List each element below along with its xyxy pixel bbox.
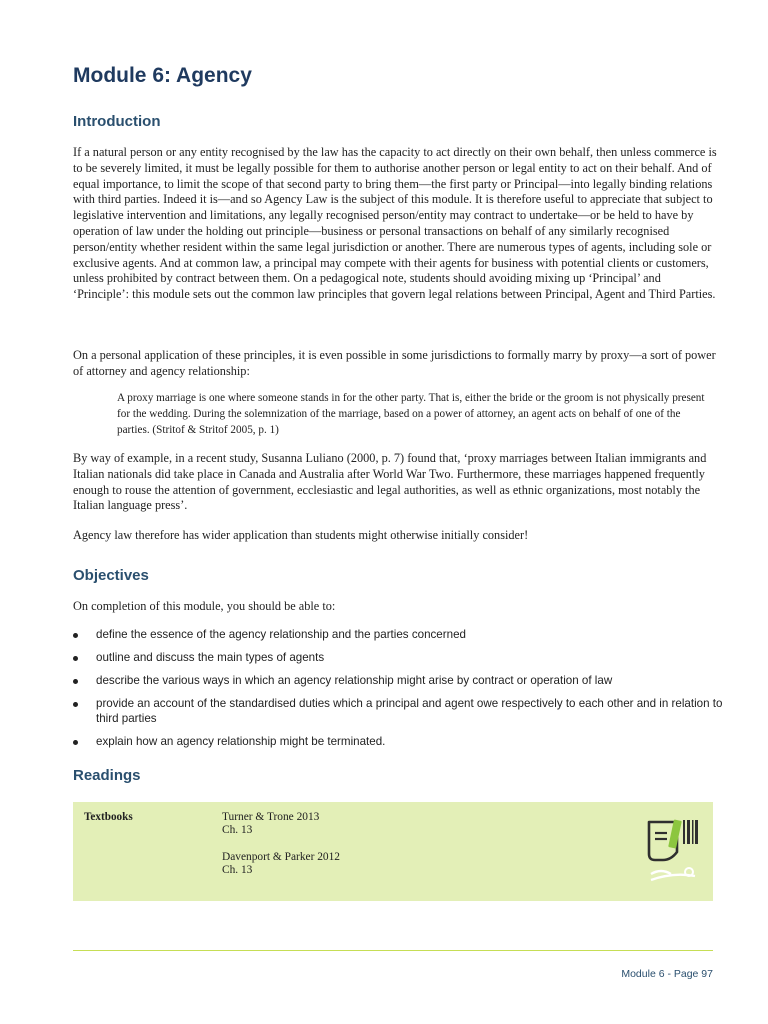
reading-chapter: Ch. 13 xyxy=(222,864,253,876)
objective-text: explain how an agency relationship might be terminated. xyxy=(96,734,386,748)
block-quote: A proxy marriage is one where someone stands in for the other party. That is, either the bride or the groom is not physically present for the wedding. During the solemnization of the marriage, based on a power of attorney, an agent acts on behalf of one of the parties. (Stritof & Stritof 2005, p. 1) xyxy=(117,392,705,436)
intro-paragraph-4: Agency law therefore has wider application than students might otherwise initially consider! xyxy=(73,528,529,542)
reading-title: Turner & Trone 2013 xyxy=(222,811,320,823)
objective-text: describe the various ways in which an agency relationship might arise by contract or operation of law xyxy=(96,674,613,687)
list-item xyxy=(73,674,723,689)
introduction-heading: Introduction xyxy=(73,113,161,130)
objective-text: provide an account of the standardised duties which a principal and agent owe respectively to each other and in relation to third parties xyxy=(96,697,723,725)
bullet-icon xyxy=(73,656,78,661)
reading-chapter: Ch. 13 xyxy=(222,824,253,836)
readings-heading: Readings xyxy=(73,767,141,784)
reading-entry xyxy=(222,851,340,877)
bullet-icon xyxy=(73,740,78,745)
intro-paragraph-2: On a personal application of these principles, it is even possible in some jurisdictions to formally marry by proxy—a sort of power of attorney and agency relationship: xyxy=(73,348,716,378)
objective-text: define the essence of the agency relationship and the parties concerned xyxy=(96,628,466,641)
textbooks-label: Textbooks xyxy=(84,811,133,823)
intro-paragraph-1: If a natural person or any entity recognised by the law has the capacity to act directly on their own behalf, then unless commerce is to be severely limited, it must be legally possible for them to authorise another person or legal entity to act on their behalf. And of equal importance, to limit the scope of that second party to bring them—the first party or Principal—into legally binding relations with third parties. Indeed it is—and so Agency Law is the subject of this module. It is therefore useful to appreciate that subject to legislative intervention and limitations, any legally recognised person/entity may contract to undertake—or be held to have by operation of law under the holding out principle—business or personal transactions on behalf of any similarly recognised person/entity whether resident within the same legal jurisdiction or another. There are numerous types of agents, including sole or exclusive agents. And at common law, a principal may compete with their agents for business with potential clients or customers, unless prohibited by contract between them. On a pedagogical note, students should avoiding mixing up ‘Principal’ and ‘Principle’: this module sets out the common law principles that govern legal relations between Principal, Agent and Third Parties. xyxy=(73,145,717,302)
page-number: Module 6 - Page 97 xyxy=(621,968,713,980)
list-item xyxy=(73,651,723,666)
reading-title: Davenport & Parker 2012 xyxy=(222,851,340,863)
objectives-list xyxy=(73,628,723,758)
objectives-heading: Objectives xyxy=(73,567,149,584)
bullet-icon xyxy=(73,633,78,638)
bullet-icon xyxy=(73,679,78,684)
readings-box xyxy=(73,802,713,901)
bullet-icon xyxy=(73,702,78,707)
objectives-intro: On completion of this module, you should be able to: xyxy=(73,599,336,613)
list-item xyxy=(73,735,723,750)
page-title: Module 6: Agency xyxy=(73,64,252,87)
objective-text: outline and discuss the main types of agents xyxy=(96,651,325,664)
list-item xyxy=(73,697,723,726)
reading-entry xyxy=(222,811,319,837)
textbook-icon xyxy=(645,816,701,886)
footer-divider xyxy=(73,950,713,951)
list-item xyxy=(73,628,723,643)
intro-paragraph-3: By way of example, in a recent study, Susanna Luliano (2000, p. 7) found that, ‘proxy marriages between Italian immigrants and Italian nationals did take place in Canada and Australia after World War Two. Furthermore, these marriages happened frequently enough to rouse the attention of government, ecclesiastic and legal authorities, as well as ethnic organizations, most notably the Italian language press’. xyxy=(73,451,707,513)
